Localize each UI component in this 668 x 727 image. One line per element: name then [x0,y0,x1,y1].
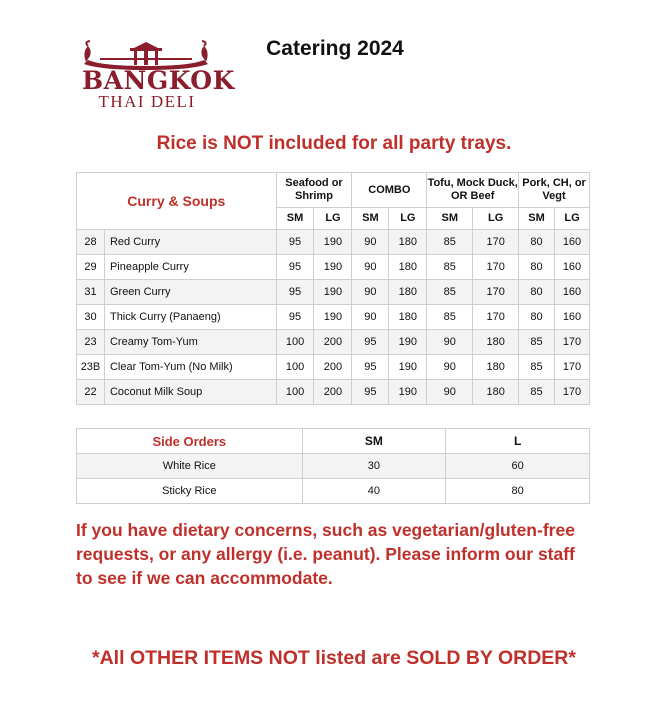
item-number: 23 [77,330,105,355]
price-cell: 160 [555,305,590,330]
item-name: Coconut Milk Soup [104,380,276,405]
item-number: 23B [77,355,105,380]
price-cell: 100 [276,380,314,405]
price-cell: 190 [314,255,352,280]
table-row [77,355,590,380]
size-header: SM [302,429,446,454]
price-cell: 80 [519,280,555,305]
price-cell: 180 [389,280,427,305]
item-name: Red Curry [104,230,276,255]
price-cell: 200 [314,355,352,380]
price-cell: 85 [519,380,555,405]
price-cell: 160 [555,230,590,255]
price-cell: 100 [276,355,314,380]
table-row [77,280,590,305]
price-cell: 180 [389,255,427,280]
price-cell: 180 [473,380,519,405]
group-header: Pork, CH, or Vegt [519,173,590,208]
curry-section-title: Curry & Soups [77,173,277,230]
item-number: 29 [77,255,105,280]
price-cell: 95 [352,330,389,355]
size-header: LG [389,208,427,230]
group-header: COMBO [352,173,427,208]
price-cell: 80 [519,305,555,330]
price-cell: 90 [427,380,473,405]
price-cell: 170 [555,330,590,355]
price-cell: 95 [352,355,389,380]
item-name: Creamy Tom-Yum [104,330,276,355]
price-cell: 170 [555,355,590,380]
size-header: SM [427,208,473,230]
price-cell: 160 [555,255,590,280]
table-row [77,305,590,330]
price-cell: 170 [473,230,519,255]
price-cell: 95 [276,280,314,305]
price-cell: 90 [352,255,389,280]
item-number: 22 [77,380,105,405]
price-cell: 90 [352,280,389,305]
side-section-title: Side Orders [77,429,303,454]
size-header: SM [519,208,555,230]
price-cell: 190 [389,355,427,380]
item-name: Thick Curry (Panaeng) [104,305,276,330]
price-cell: 90 [427,355,473,380]
price-cell: 85 [427,230,473,255]
price-cell: 90 [352,305,389,330]
price-cell: 30 [302,454,446,479]
price-cell: 170 [473,255,519,280]
price-cell: 60 [446,454,590,479]
table-row [77,255,590,280]
table-row [77,479,590,504]
price-cell: 90 [427,330,473,355]
price-cell: 190 [314,305,352,330]
table-row [77,454,590,479]
group-header: Tofu, Mock Duck, OR Beef [427,173,519,208]
price-cell: 95 [352,380,389,405]
table-row [77,330,590,355]
logo-subtitle: THAI DELI [98,92,196,111]
size-header: LG [473,208,519,230]
table-row [77,380,590,405]
size-header: SM [352,208,389,230]
price-cell: 100 [276,330,314,355]
page-title: Catering 2024 [266,37,404,60]
price-cell: 160 [555,280,590,305]
size-header: LG [314,208,352,230]
price-cell: 180 [473,330,519,355]
item-name: Clear Tom-Yum (No Milk) [104,355,276,380]
price-cell: 80 [519,255,555,280]
size-header: L [446,429,590,454]
price-cell: 200 [314,380,352,405]
side-item-name: White Rice [77,454,303,479]
price-cell: 95 [276,255,314,280]
other-items-note: *All OTHER ITEMS NOT listed are SOLD BY ORDER* [92,647,576,669]
price-cell: 85 [427,280,473,305]
price-cell: 170 [473,280,519,305]
item-name: Green Curry [104,280,276,305]
price-cell: 90 [352,230,389,255]
size-header: LG [555,208,590,230]
item-name: Pineapple Curry [104,255,276,280]
item-number: 28 [77,230,105,255]
price-cell: 85 [427,305,473,330]
price-cell: 190 [314,280,352,305]
price-cell: 170 [555,380,590,405]
curry-soups-table [76,172,590,405]
price-cell: 40 [302,479,446,504]
price-cell: 85 [519,330,555,355]
price-cell: 180 [389,230,427,255]
price-cell: 200 [314,330,352,355]
table-row [77,230,590,255]
price-cell: 85 [519,355,555,380]
side-item-name: Sticky Rice [77,479,303,504]
side-orders-table [76,428,590,504]
dietary-note: If you have dietary concerns, such as vegetarian/gluten-free requests, or any allergy (i.e. peanut). Please inform our staff to see if we can accommodate. [76,520,575,588]
logo-name: BANGKOK [82,66,235,95]
price-cell: 170 [473,305,519,330]
rice-note: Rice is NOT included for all party trays. [156,133,512,154]
brand-logo [80,40,235,112]
price-cell: 180 [389,305,427,330]
price-cell: 85 [427,255,473,280]
item-number: 31 [77,280,105,305]
price-cell: 190 [389,380,427,405]
size-header: SM [276,208,314,230]
price-cell: 80 [519,230,555,255]
price-cell: 180 [473,355,519,380]
price-cell: 190 [314,230,352,255]
item-number: 30 [77,305,105,330]
price-cell: 190 [389,330,427,355]
price-cell: 95 [276,230,314,255]
group-header: Seafood or Shrimp [276,173,352,208]
price-cell: 80 [446,479,590,504]
price-cell: 95 [276,305,314,330]
